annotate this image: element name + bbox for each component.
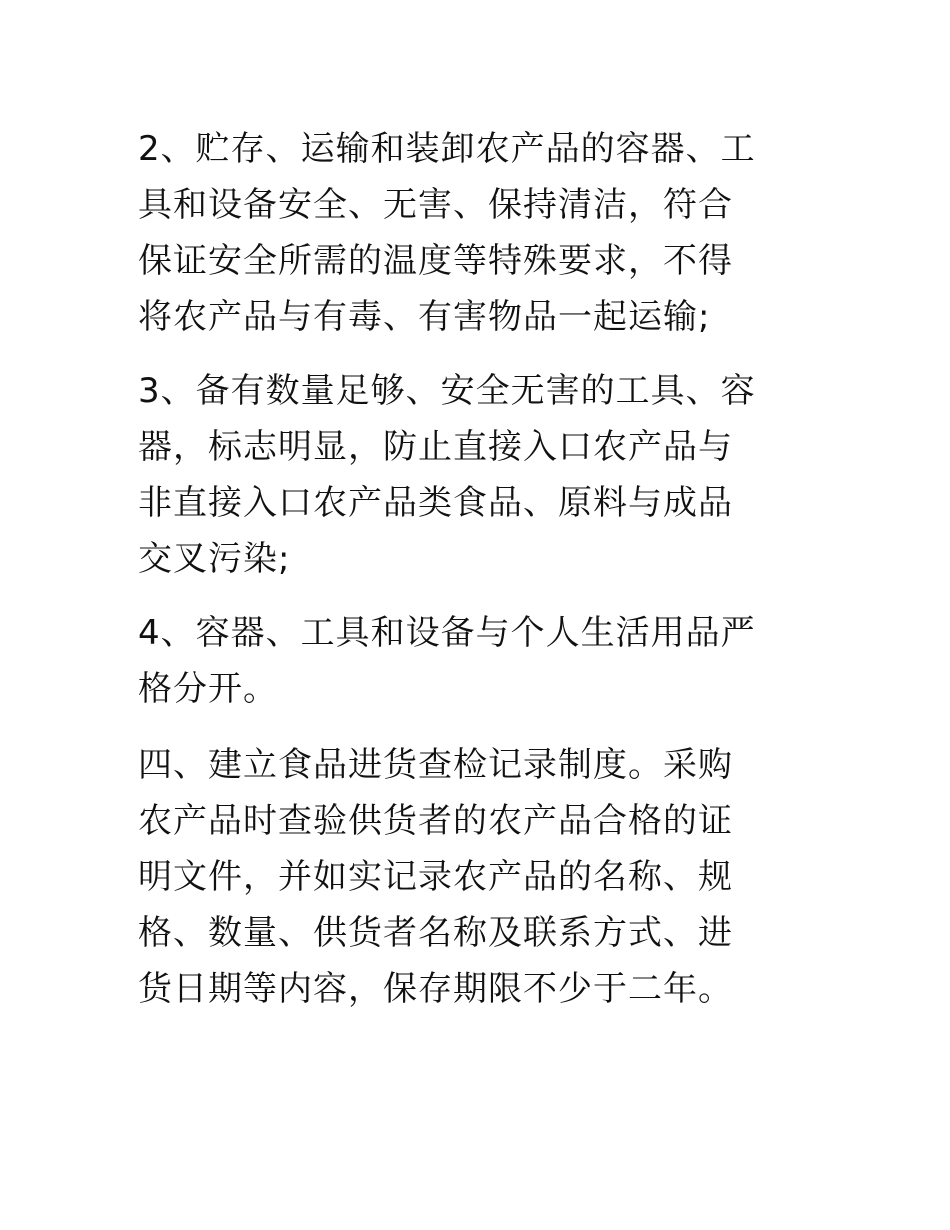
text-line: 货日期等内容，保存期限不少于二年。 xyxy=(138,969,733,1009)
text-line: 保证安全所需的温度等特殊要求，不得 xyxy=(138,241,733,281)
text-line: 将农产品与有毒、有害物品一起运输; xyxy=(138,297,711,337)
text-line: 3、备有数量足够、安全无害的工具、容 xyxy=(138,371,756,411)
text-line: 农产品时查验供货者的农产品合格的证 xyxy=(138,801,733,841)
paragraph-storage-transport xyxy=(138,121,818,345)
text-line: 2、贮存、运输和装卸农产品的容器、工 xyxy=(138,129,756,169)
text-line: 器，标志明显，防止直接入口农产品与 xyxy=(138,427,733,467)
text-line: 格分开。 xyxy=(138,669,278,709)
paragraph-tools-containers xyxy=(138,363,818,587)
text-line: 交叉污染; xyxy=(138,539,291,579)
text-line: 具和设备安全、无害、保持清洁，符合 xyxy=(138,185,733,225)
paragraph-purchase-records xyxy=(138,737,818,1017)
text-line: 明文件，并如实记录农产品的名称、规 xyxy=(138,857,733,897)
text-line: 非直接入口农产品类食品、原料与成品 xyxy=(138,483,733,523)
text-line: 4、容器、工具和设备与个人生活用品严 xyxy=(138,613,756,653)
text-line: 格、数量、供货者名称及联系方式、进 xyxy=(138,913,733,953)
paragraph-separation xyxy=(138,605,818,717)
text-line: 四、建立食品进货查检记录制度。采购 xyxy=(138,745,733,785)
